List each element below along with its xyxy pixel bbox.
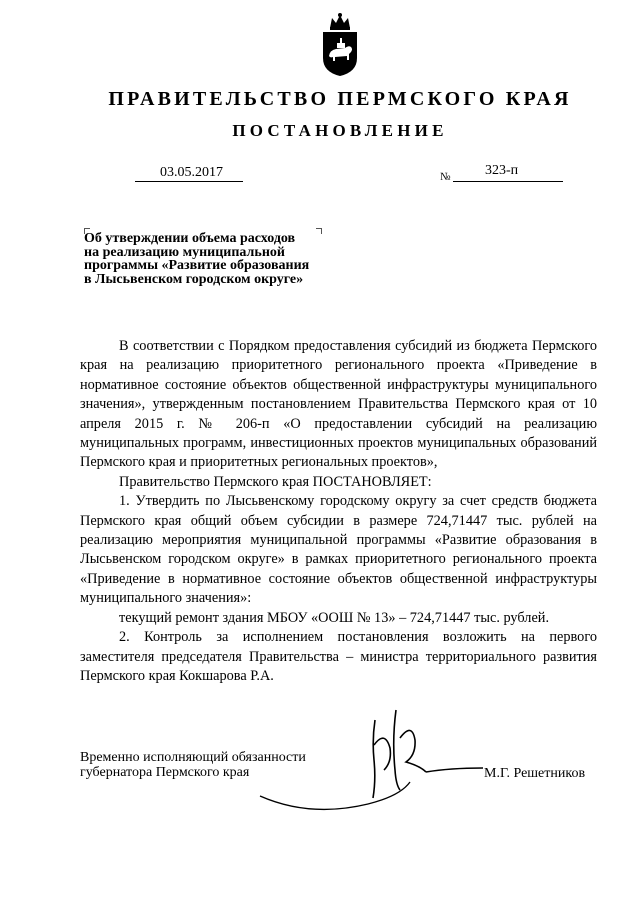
document-subject bbox=[84, 232, 344, 286]
number-underline bbox=[453, 181, 563, 182]
handwritten-signature bbox=[250, 700, 490, 820]
item-1-detail: текущий ремонт здания МБОУ «ООШ № 13» – 724,71447 тыс. рублей. bbox=[119, 609, 550, 626]
preamble-paragraph: В соответствии с Порядком предоставления субсидий из бюджета Пермского края на реализацию приоритетного регионального проекта «Приведение в нормативное состояние объектов общественной инфраструктуры муниципального значения», утвержденным постановлением Правительства Пермского края от 10 апреля 2015 г. № 206-п «О предоставлении субсидий на реализацию муниципальных программ, инвестиционных проектов муниципальных образований Пермского края и приоритетных региональных проектов», bbox=[80, 338, 597, 471]
signer-position-line: Временно исполняющий обязанности bbox=[80, 750, 306, 765]
resolves-paragraph: Правительство Пермского края ПОСТАНОВЛЯЕТ: bbox=[119, 473, 432, 490]
item-2-paragraph: 2. Контроль за исполнением постановления возложить на первого заместителя председателя Правительства – министра территориального развития Пермского края Кокшарова Р.А. bbox=[80, 629, 597, 684]
subject-line: Об утверждении объема расходов bbox=[84, 231, 296, 246]
perm-krai-emblem-icon bbox=[318, 12, 362, 78]
signer-name: М.Г. Решетников bbox=[484, 766, 586, 781]
number-sign: № bbox=[440, 171, 451, 183]
document-number: 323-п bbox=[485, 163, 519, 178]
document-date: 03.05.2017 bbox=[160, 165, 223, 180]
date-underline bbox=[135, 181, 243, 182]
signer-position-line: губернатора Пермского края bbox=[80, 764, 250, 780]
document-type: ПОСТАНОВЛЕНИЕ bbox=[232, 121, 448, 140]
item-1-paragraph: 1. Утвердить по Лысьвенскому городскому округу за счет средств бюджета Пермского края общий объем субсидии в размере 724,71447 тыс. рублей на реализацию мероприятия муниципальной программы «Развитие образования в Лысьвенском городском округе» в рамках приоритетного регионального проекта «Приведение в нормативное состояние объектов общественной инфраструктуры муниципального значения»: bbox=[80, 493, 597, 607]
subject-line: программы «Развитие образования bbox=[84, 258, 310, 273]
government-title: ПРАВИТЕЛЬСТВО ПЕРМСКОГО КРАЯ bbox=[108, 88, 572, 110]
subject-line: на реализацию муниципальной bbox=[84, 244, 285, 260]
subject-line: в Лысьвенском городском округе» bbox=[84, 271, 304, 287]
document-body bbox=[80, 337, 597, 686]
